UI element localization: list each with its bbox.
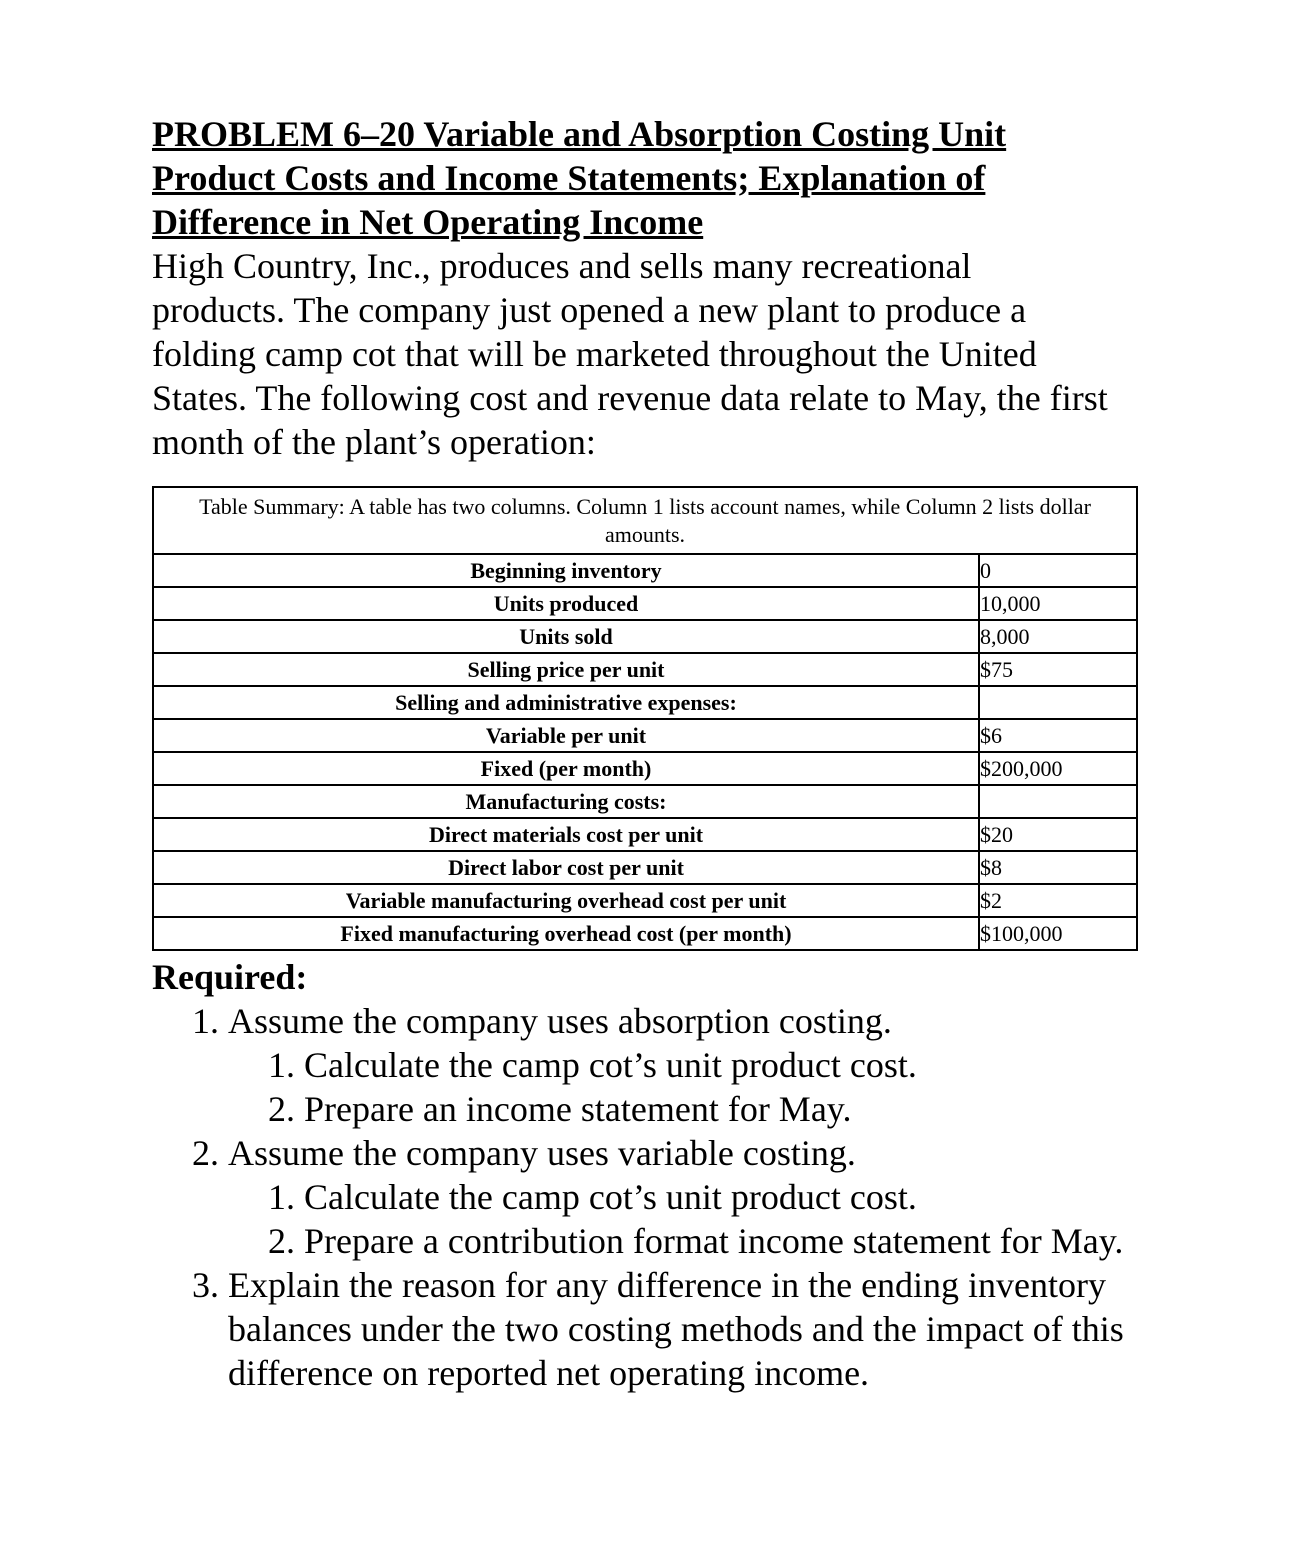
table-row [153,587,1137,620]
account-name: Variable per unit [153,719,979,752]
account-name: Direct materials cost per unit [153,818,979,851]
problem-intro: High Country, Inc., produces and sells many recreational products. The company just opened a new plant to produce a folding camp cot that will be marketed throughout the United States. The following cost and revenue data relate to May, the first month of the plant’s operation: [152,246,1108,462]
account-value: $100,000 [979,917,1137,950]
account-value: $20 [979,818,1137,851]
account-value: 0 [979,554,1137,587]
account-value: $200,000 [979,752,1137,785]
account-name: Selling price per unit [153,653,979,686]
account-name: Units produced [153,587,979,620]
required-subitem: 1. Calculate the camp cot’s unit product cost. [304,1175,1137,1219]
required-subitem: 1. Calculate the camp cot’s unit product cost. [304,1043,1137,1087]
account-value [979,785,1137,818]
account-name: Fixed (per month) [153,752,979,785]
account-value: $6 [979,719,1137,752]
account-name: Beginning inventory [153,554,979,587]
required-item [228,1131,1137,1263]
account-name: Direct labor cost per unit [153,851,979,884]
table-row [153,752,1137,785]
table-row [153,719,1137,752]
problem-title: PROBLEM 6–20 Variable and Absorption Costing Unit Product Costs and Income Statements; Explanation of Difference in Net Operating Income [152,114,1007,242]
table-row [153,653,1137,686]
table-row [153,818,1137,851]
account-value: $75 [979,653,1137,686]
account-value: $2 [979,884,1137,917]
account-name: Selling and administrative expenses: [153,686,979,719]
account-value [979,686,1137,719]
table-summary: Table Summary: A table has two columns. Column 1 lists account names, while Column 2 lists dollar amounts. [152,486,1138,553]
account-value: 10,000 [979,587,1137,620]
required-sublist [228,1175,1137,1263]
required-item-text: Assume the company uses variable costing. [228,1133,856,1173]
table-row [153,785,1137,818]
account-name: Manufacturing costs: [153,785,979,818]
required-item [228,999,1137,1131]
required-heading: Required: [152,957,308,997]
required-subitem: 2. Prepare a contribution format income statement for May. [304,1219,1137,1263]
table-row [153,554,1137,587]
table-row [153,884,1137,917]
account-value: $8 [979,851,1137,884]
account-name: Fixed manufacturing overhead cost (per month) [153,917,979,950]
required-list [152,999,1137,1395]
table-row [153,620,1137,653]
table-row [153,686,1137,719]
table-row [153,851,1137,884]
required-item [228,1263,1137,1395]
cost-revenue-table [152,486,1138,951]
account-name: Variable manufacturing overhead cost per unit [153,884,979,917]
table-row [153,917,1137,950]
account-name: Units sold [153,620,979,653]
account-value: 8,000 [979,620,1137,653]
required-item-text: Explain the reason for any difference in the ending inventory balances under the two costing methods and the impact of this difference on reported net operating income. [228,1265,1124,1393]
required-subitem: 2. Prepare an income statement for May. [304,1087,1137,1131]
required-sublist [228,1043,1137,1131]
document-page [152,112,1137,1395]
required-item-text: Assume the company uses absorption costing. [228,1001,892,1041]
